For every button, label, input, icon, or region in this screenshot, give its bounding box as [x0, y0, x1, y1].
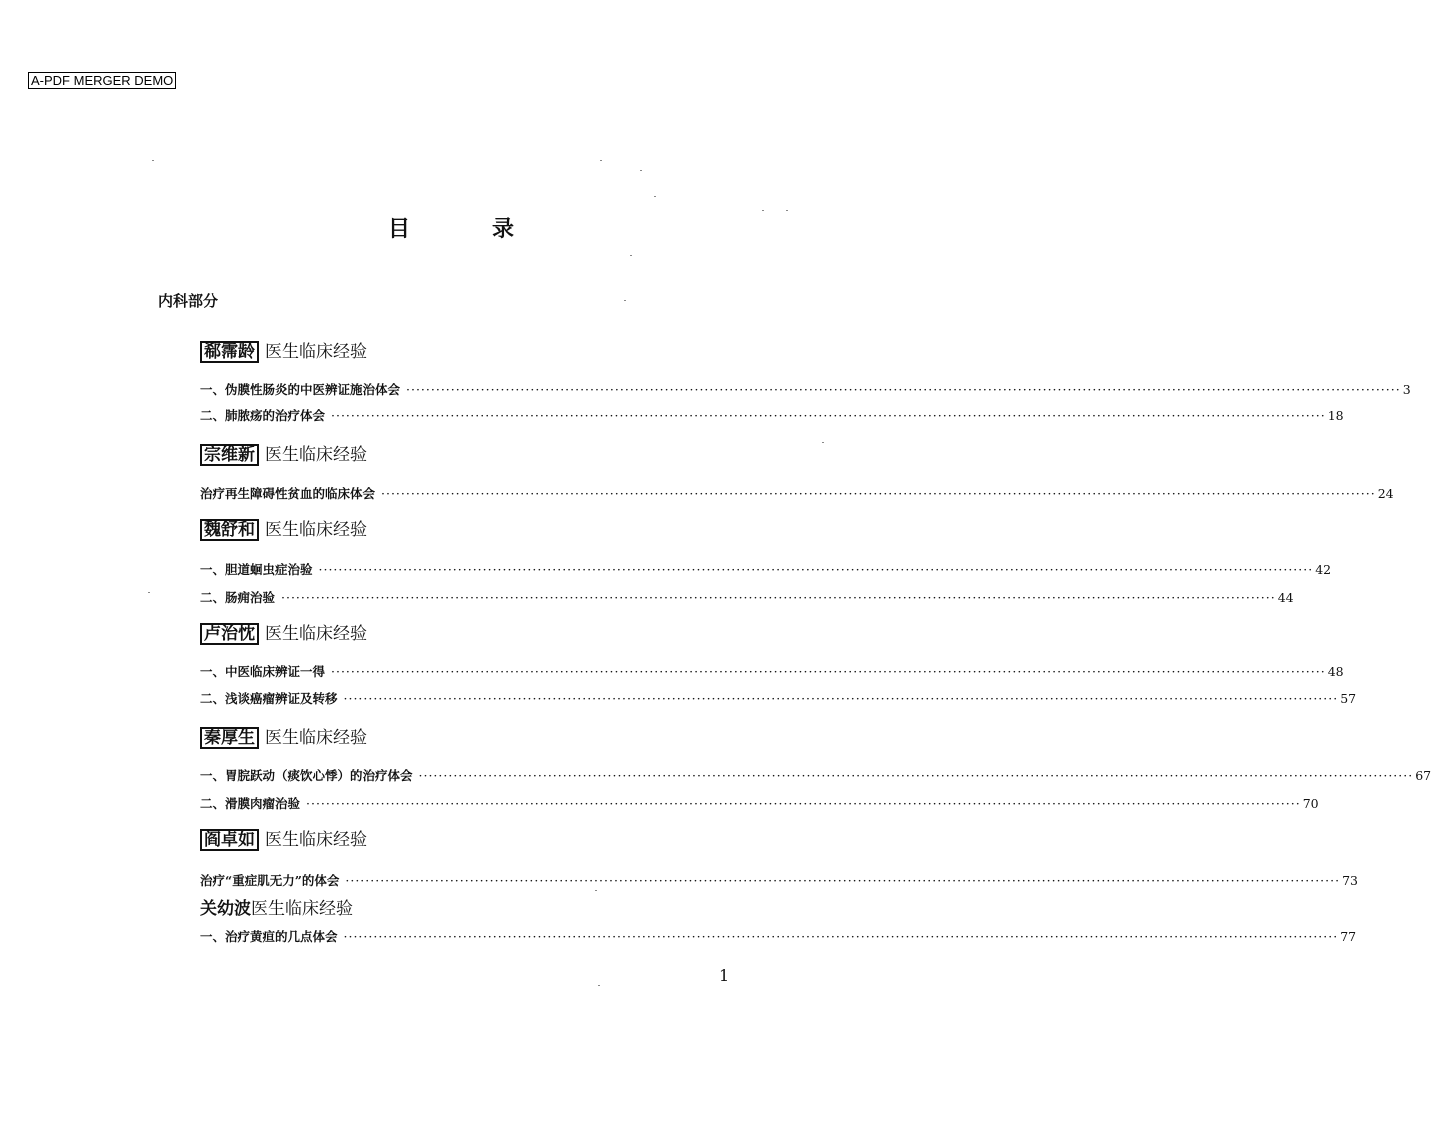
toc-entry-page: 67	[1415, 768, 1431, 783]
doctor-heading	[200, 341, 367, 363]
doctor-heading-suffix: 医生临床经验	[265, 520, 367, 540]
toc-entry[interactable]	[200, 408, 1344, 424]
doctor-heading-suffix: 医生临床经验	[265, 342, 367, 362]
doctor-name-box: 宗维新	[200, 444, 259, 466]
title-char-2: 录	[492, 216, 515, 242]
scan-speck	[600, 160, 602, 161]
doctor-name-box: 魏舒和	[200, 519, 259, 541]
toc-entry-text: 一、中医临床辨证一得	[200, 664, 326, 679]
toc-entry-text: 一、胃脘跃动（痰饮心悸）的治疗体会	[200, 768, 413, 783]
scan-speck	[598, 985, 600, 986]
doctor-heading	[200, 898, 353, 920]
doctor-name: 关幼波	[200, 899, 251, 919]
toc-entry-text: 治疗再生障碍性贫血的临床体会	[200, 486, 376, 501]
doctor-heading-suffix: 医生临床经验	[265, 728, 367, 748]
toc-entry-page: 44	[1277, 590, 1294, 605]
toc-entry[interactable]	[200, 929, 1357, 945]
title-char-1: 目	[388, 216, 411, 242]
toc-entry[interactable]	[200, 382, 1411, 398]
leader-dots: ········································································································································································································	[306, 796, 1301, 811]
toc-entry-page: 18	[1327, 408, 1344, 423]
toc-entry-text: 二、肠痈治验	[200, 590, 276, 605]
doctor-name-box: 卢治忱	[200, 623, 259, 645]
toc-entry-page: 3	[1402, 382, 1411, 397]
doctor-name-box: 郗霈龄	[200, 341, 259, 363]
toc-entry[interactable]	[200, 873, 1358, 889]
page-title	[388, 212, 514, 243]
toc-entry[interactable]	[200, 590, 1294, 606]
doctor-heading	[200, 623, 367, 645]
toc-entry-page: 70	[1302, 796, 1319, 811]
toc-entry-text: 治疗“重症肌无力”的体会	[200, 873, 340, 888]
toc-entry-page: 77	[1340, 929, 1357, 944]
scan-speck	[822, 442, 824, 443]
doctor-heading	[200, 519, 367, 541]
toc-entry-page: 73	[1342, 873, 1358, 888]
doctor-heading	[200, 444, 367, 466]
scan-speck	[595, 890, 597, 891]
leader-dots: ········································································································································································································	[281, 590, 1276, 605]
scan-speck	[148, 592, 150, 593]
toc-entry[interactable]	[200, 796, 1319, 812]
doctor-heading-suffix: 医生临床经验	[265, 830, 367, 850]
toc-entry-page: 57	[1340, 691, 1357, 706]
scan-speck	[654, 196, 656, 197]
doctor-heading-suffix: 医生临床经验	[265, 624, 367, 644]
page-number: 1	[719, 966, 730, 985]
leader-dots: ········································································································································································································	[345, 873, 1341, 888]
scan-speck	[630, 255, 632, 256]
toc-entry-text: 一、伪膜性肠炎的中医辨证施治体会	[200, 382, 401, 397]
toc-entry[interactable]	[200, 664, 1344, 680]
leader-dots: ········································································································································································································	[318, 562, 1314, 577]
leader-dots: ········································································································································································································	[331, 408, 1326, 423]
toc-entry-page: 24	[1377, 486, 1394, 501]
leader-dots: ········································································································································································································	[418, 768, 1414, 783]
toc-entry[interactable]	[200, 486, 1394, 502]
leader-dots: ········································································································································································································	[343, 929, 1339, 944]
doctor-heading-suffix: 医生临床经验	[265, 445, 367, 465]
leader-dots: ········································································································································································································	[331, 664, 1326, 679]
watermark-label: A-PDF MERGER DEMO	[28, 72, 176, 89]
toc-entry-text: 二、滑膜肉瘤治验	[200, 796, 301, 811]
scan-speck	[624, 300, 626, 301]
toc-entry-text: 一、胆道蛔虫症治验	[200, 562, 313, 577]
doctor-heading	[200, 829, 367, 851]
doctor-name-box: 秦厚生	[200, 727, 259, 749]
section-heading: 内科部分	[158, 292, 219, 310]
leader-dots: ········································································································································································································	[381, 486, 1376, 501]
scan-speck	[786, 210, 788, 211]
leader-dots: ········································································································································································································	[406, 382, 1401, 397]
scan-speck	[762, 210, 764, 211]
toc-entry[interactable]	[200, 768, 1431, 784]
scan-speck	[640, 170, 642, 171]
leader-dots: ········································································································································································································	[343, 691, 1339, 706]
toc-entry-text: 一、治疗黄疸的几点体会	[200, 929, 338, 944]
doctor-heading	[200, 727, 367, 749]
doctor-heading-suffix: 医生临床经验	[251, 899, 353, 919]
toc-entry[interactable]	[200, 691, 1357, 707]
toc-entry[interactable]	[200, 562, 1332, 578]
toc-entry-page: 42	[1315, 562, 1332, 577]
toc-entry-text: 二、浅谈癌瘤辨证及转移	[200, 691, 338, 706]
toc-entry-page: 48	[1327, 664, 1344, 679]
scan-speck	[152, 160, 154, 161]
doctor-name-box: 阎卓如	[200, 829, 259, 851]
toc-entry-text: 二、肺脓疡的治疗体会	[200, 408, 326, 423]
